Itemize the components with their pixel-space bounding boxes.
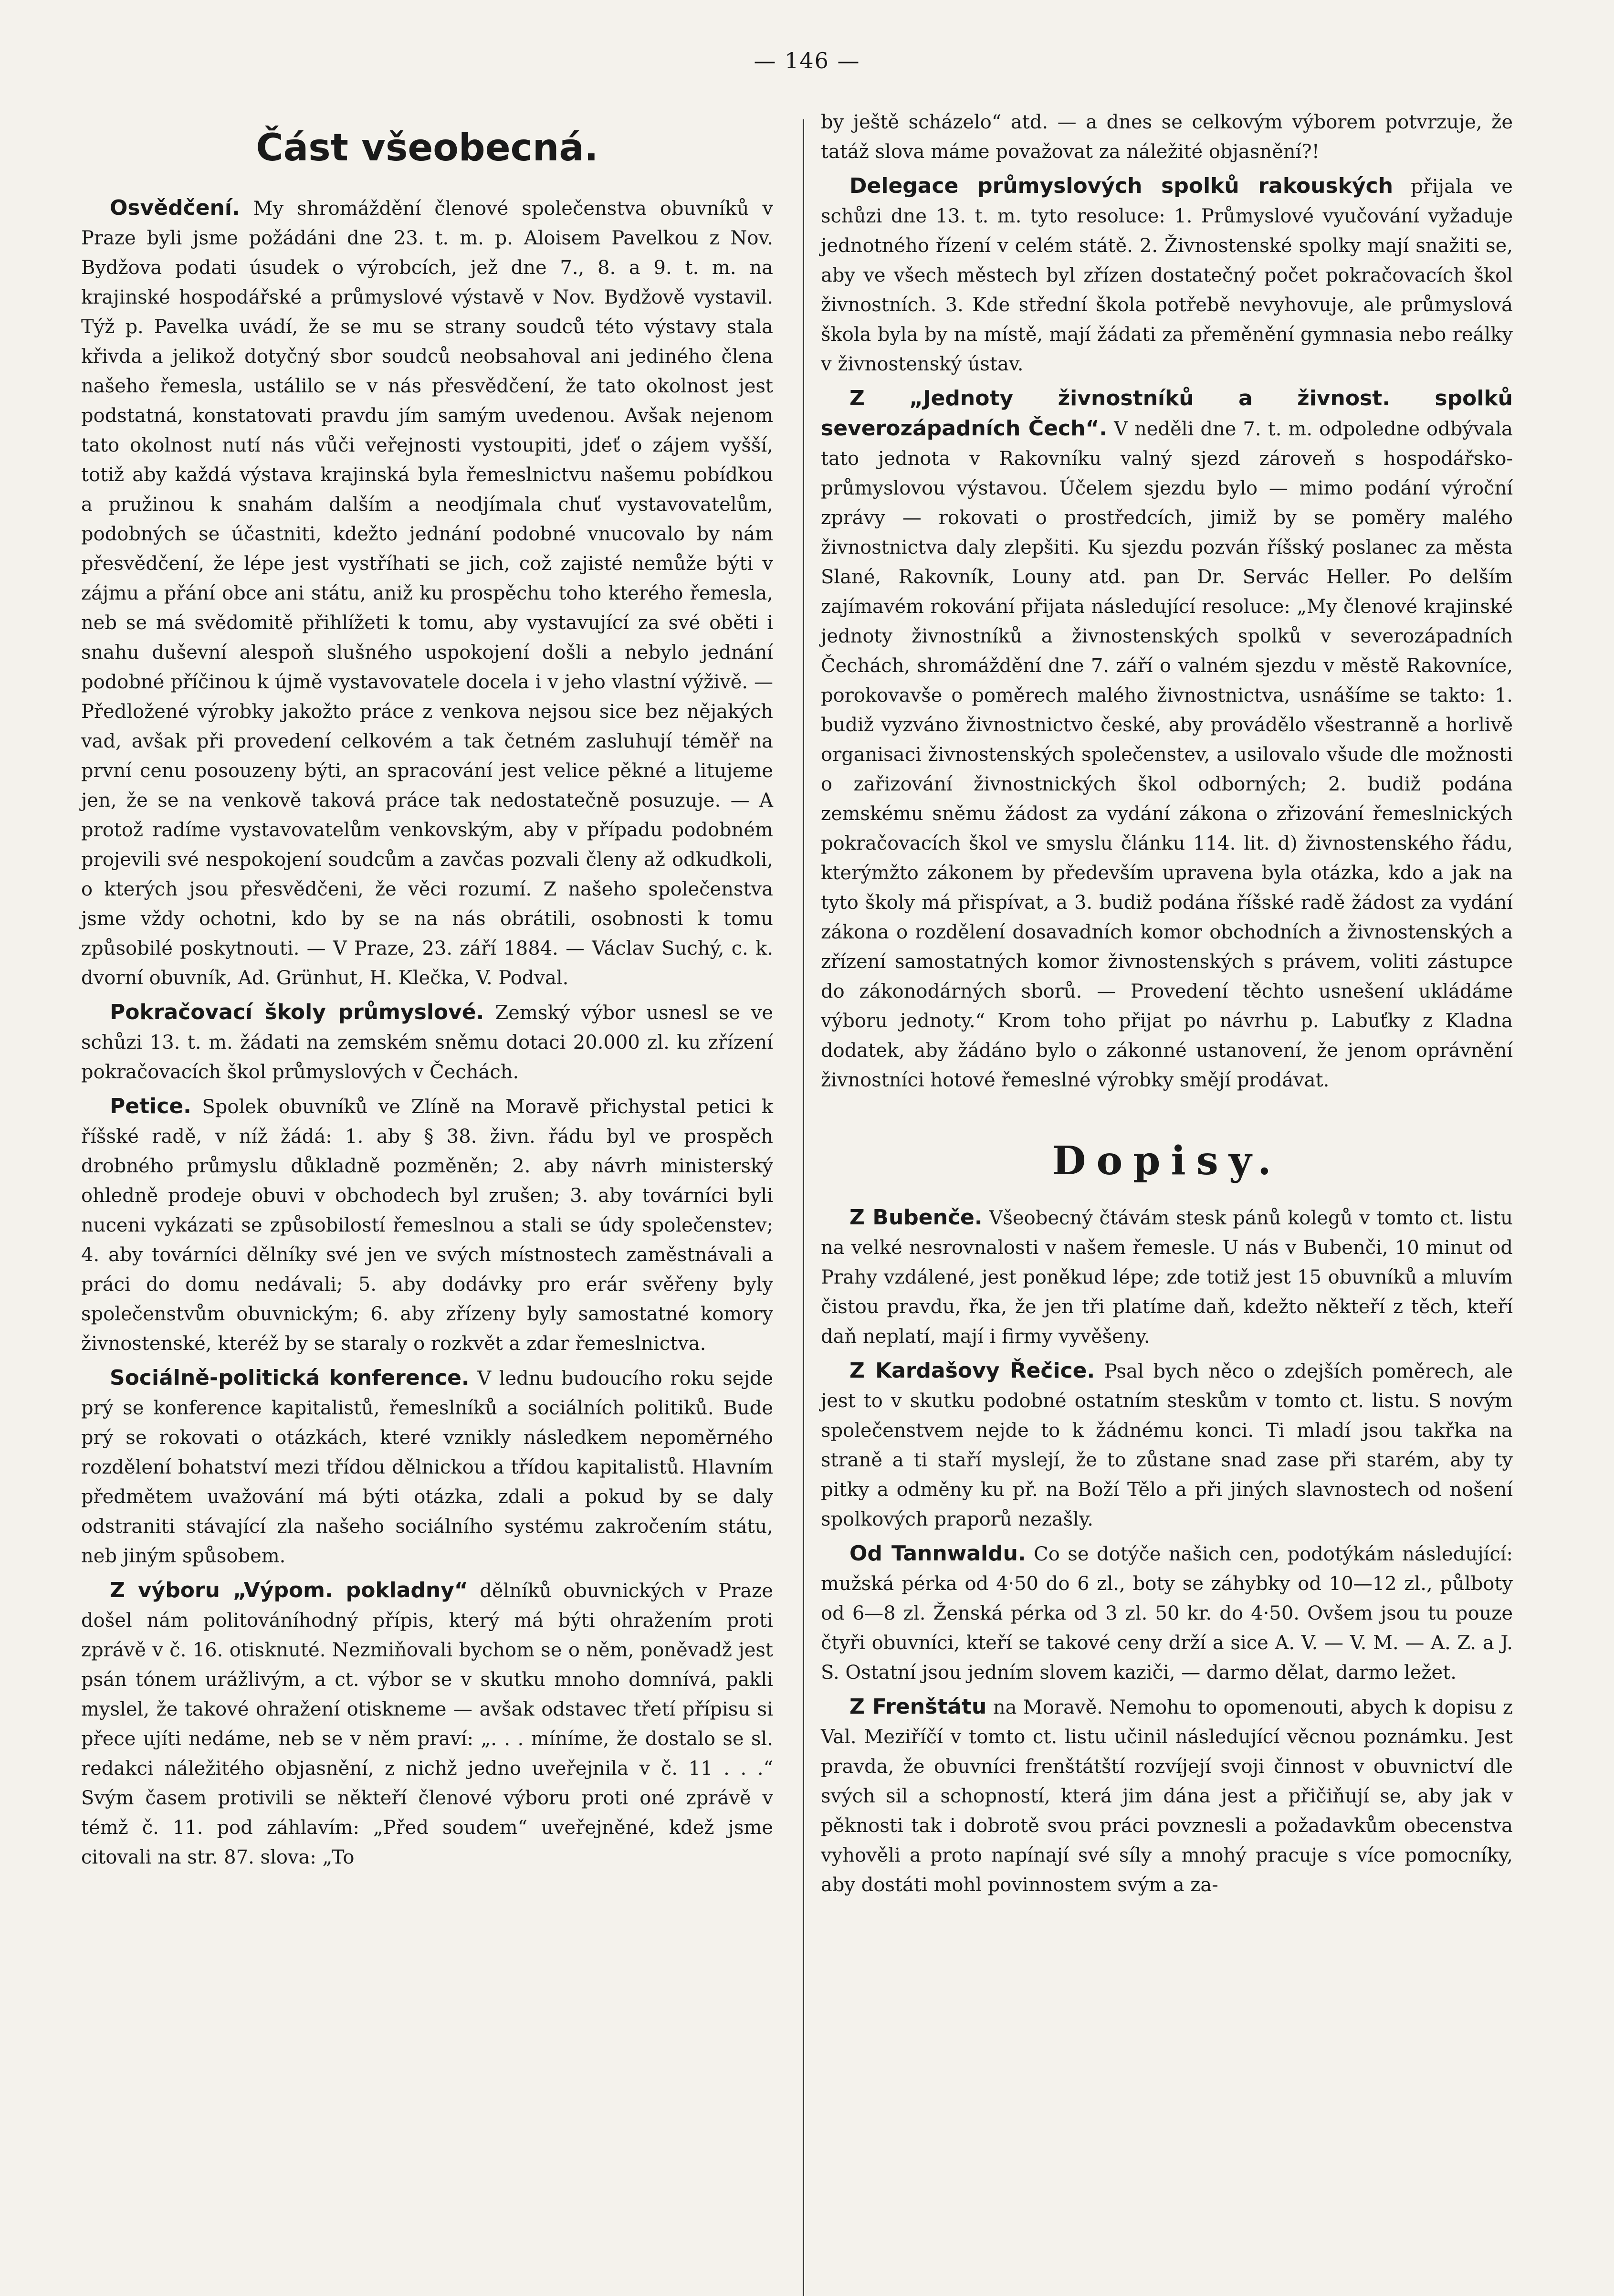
section-title-general: Část všeobecná.	[256, 126, 598, 169]
article-text: V lednu budoucího roku sejde prý se konference kapitalistů, řemeslníků a sociálních politiků. Bude prý se rokovati o otázkách, které vznikly následkem nepoměrného rozdělení bohatství mezi třídou dělnickou a třídou kapitalistů. Hlavním předmětem uvažování má býti otázka, zdali a pokud by se daly odstraniti stávající zla našeho sociálního systému zakročením státu, neb jiným spůsobem.	[81, 1368, 774, 1567]
article-continuation: by ještě scházelo“ atd. — a dnes se celkovým výborem potvrzuje, že tatáž slova máme považovat za náležité objasnění?!	[821, 111, 1513, 163]
right-column	[821, 107, 1513, 1905]
article-vypom-pokladny	[81, 1576, 773, 1872]
article-text: dělníků obuvnických v Praze došel nám politováníhodný přípis, který má býti ohražením proti zprávě v č. 16. otisknuté. Nezmiňovali bychom se o něm, poněvadž jest psán tónem urážlivým, a ct. výbor se v skutku mnoho domnívá, pakli myslel, že takové ohražení otiskneme — avšak odstavec třetí přípisu si přece ujíti nedáme, neb se v něm praví: „. . . míníme, že dostalo se sl. redakci náležitého objasnění, z nichž jedno uveřejnila v č. 11 . . .“ Svým časem protivili se někteří členové výboru proti oné zprávě v témž č. 11. pod záhlavím: „Před soudem“ uveřejněné, kdež jsme citovali na str. 87. slova: „To	[81, 1580, 774, 1868]
article-jednota-zivnostniku	[821, 384, 1513, 1095]
article-delegace	[821, 171, 1513, 379]
letter-text: na Moravě. Nemohu to opomenouti, abych k dopisu z Val. Meziříčí v tomto ct. listu učinil následující věcnou poznámku. Jest pravda, že obuvníci frenštátští rozvíjejí svoji činnost v obuvnictví dle svých sil a schopností, která jim dána jest a přičiňují se, aby jak v pěknosti tak i dobrotě svou práci povznesli a požadavkům obecenstva vyhověli a proto napínají své síly a mnohý pracuje s více pomocníky, aby dostáti mohl povinnostem svým a za-	[821, 1696, 1513, 1896]
letter-bubenc	[821, 1203, 1513, 1351]
article-text: Zemský výbor usnesl se ve schůzi 13. t. m. žádati na zemském sněmu dotaci 20.000 zl. ku zřízení pokračovacích škol průmyslových v Čechách.	[81, 1002, 773, 1083]
letter-heading: Z Kardašovy Řečice.	[849, 1359, 1095, 1383]
article-osvedceni	[81, 193, 773, 993]
letter-heading: Od Tannwaldu.	[849, 1541, 1026, 1566]
article-heading: Delegace průmyslových spolků rakouských	[849, 174, 1394, 198]
article-heading: Z „Jednoty živnostníků a živnost. spolků severozápadních Čech“.	[821, 386, 1513, 441]
article-text: My shromáždění členové společenstva obuvníků v Praze byli jsme požádáni dne 23. t. m. p. Aloisem Pavelkou z Nov. Bydžova podati úsudek o výrobcích, jež dne 7., 8. a 9. t. m. na krajinské hospodářské a průmyslové výstavě v Nov. Bydžově vystavil. Týž p. Pavelka uvádí, že se mu se strany soudců této výstavy stala křivda a jelikož dotyčný sbor soudců neobsahoval ani jediného člena našeho řemesla, ustálilo se v nás přesvědčení, že tato okolnost jest podstatná, konstatovati pravdu jím samým uvedenou. Avšak nejenom tato okolnost nutí nás vůči veřejnosti vystoupiti, jdeť o zájem vyšší, totiž aby každá výstava krajinská byla řemeslnictvu našemu pobídkou a pružinou k snahám dalším a neodjímala chuť vystavovatelům, podobných se účastniti, kdežto jednání podobné vnucovalo by nám přesvědčení, že lépe jest vystříhati se jich, což zajisté nemůže býti v zájmu a přání obce ani státu, aniž ku prospěchu toho kterého řemesla, neb se má svědomitě přihlížeti k tomu, aby vystavující za své oběti i snahu duševní alespoň slušného uspokojení došli a nebylo jednání podobné příčinou k újmě vystavovatele docela i v jeho vlastní výživě. — Předložené výrobky jakožto práce z venkova nejsou sice bez nějakých vad, avšak při provedení celkovém a tak četném zasluhují téměř na první cenu posouzeny býti, an spracování jest velice pěkné a litujeme jen, že se na venkově taková práce tak nedostatečně posuzuje. — A protož radíme vystavovatelům venkovským, aby v případu podobném projevili své nespokojení soudcům a zavčas pozvali členy až odkudkoli, o kterých jsou přesvědčeni, že věci rozumí. Z našeho společenstva jsme vždy ochotni, kdo by se na nás obrátili, osobnosti k tomu způsobilé poskytnouti. — V Praze, 23. září 1884. — Václav Suchý, c. k. dvorní obuvník, Ad. Grünhut, H. Klečka, V. Podval.	[81, 198, 774, 989]
article-heading: Pokračovací školy průmyslové.	[110, 1000, 484, 1024]
letter-text: Co se dotýče našich cen, podotýkám následující: mužská pérka od 4·50 do 6 zl., boty se záhybky od 10—12 zl., půlboty od 6—8 zl. Ženská pérka od 3 zl. 50 kr. do 4·50. Ovšem jsou tu pouze čtyři obuvníci, kteří se takové ceny drží a sice A. V. — V. M. — A. Z. a J. S. Ostatní jsou jedním slovem kaziči, — darmo dělat, darmo ležet.	[821, 1543, 1513, 1684]
column-divider	[803, 119, 804, 2296]
article-petice	[81, 1092, 773, 1359]
section-title-dopisy: Dopisy.	[1052, 1138, 1282, 1184]
article-socialne-politicka	[81, 1363, 773, 1571]
article-heading: Osvědčení.	[110, 196, 240, 220]
letter-text: Všeobecný čtávám stesk pánů kolegů v tomto ct. listu na velké nesrovnalosti v našem řemesle. U nás v Bubenči, 10 minut od Prahy vzdálené, jest poněkud lépe; zde totiž jest 15 obuvníků a mluvím čistou pravdu, řka, že jen tři platíme daň, kdežto někteří z těch, kteří daň neplatí, mají i firmy vyvěšeny.	[821, 1207, 1513, 1348]
left-column	[81, 107, 773, 1877]
article-pokracovaci-skoly	[81, 998, 773, 1087]
letter-kardasova-recice	[821, 1356, 1513, 1534]
article-heading: Z výboru „Výpom. pokladny“	[110, 1578, 468, 1602]
letter-tannwald	[821, 1539, 1513, 1687]
article-heading: Petice.	[110, 1094, 191, 1118]
letter-text: Psal bych něco o zdejších poměrech, ale jest to v skutku podobné ostatním steskům v tomto ct. listu. S novým společenstvem nejde to k žádnému konci. Ti mladí jsou takřka na straně a ti staří myslejí, že to zůstane snad zase při starém, aby ty pitky a odměny ku př. na Boží Tělo a při jiných slavnostech od nošení spolkových praporů nezašly.	[821, 1360, 1513, 1530]
letter-heading: Z Bubenče.	[849, 1205, 983, 1230]
letter-frenstat	[821, 1692, 1513, 1900]
article-text: přijala ve schůzi dne 13. t. m. tyto resoluce: 1. Průmyslové vyučování vyžaduje jednotného řízení v celém státě. 2. Živnostenské spolky mají snažiti se, aby ve všech městech byl zřízen dostatečný počet pokračovacích škol živnostních. 3. Kde střední škola potřebě nevyhovuje, ale průmyslová škola byla by na místě, mají žádati za přeměnění gymnasia nebo reálky v živnostenský ústav.	[821, 176, 1513, 375]
page-number: — 146 —	[754, 48, 860, 74]
letter-heading: Z Frenštátu	[849, 1695, 987, 1719]
article-text: V neděli dne 7. t. m. odpoledne odbývala tato jednota v Rakovníku valný sjezd zároveň s hospodářsko-průmyslovou výstavou. Účelem sjezdu bylo — mimo podání výroční zprávy — rokovati o prostředcích, jimiž by se poměry malého živnostnictva daly zlepšiti. Ku sjezdu pozván říšský poslanec za města Slané, Rakovník, Louny atd. pan Dr. Servác Heller. Po delším zajímavém rokování přijata následující resoluce: „My členové krajinské jednoty živnostníků a živnostenských spolků v severozápadních Čechách, shromáždění dne 7. září o valném sjezdu v městě Rakovníce, porokovavše o poměrech malého živnostnictva, usnášíme se takto: 1. budiž vyzváno živnostnictvo české, aby provádělo všestranně a horlivě organisaci živnostenských společenstev, a usilovalo všude dle možnosti o zařizování živnostnických škol odborných; 2. budiž podána zemskému sněmu žádost za vydání zákona o zřizování řemeslnických pokračovacích škol ve smyslu článku 114. lit. d) živnostenského řádu, kterýmžto zákonem by především upravena byla otázka, kdo a jak na tyto školy má přispívat, a 3. budiž podána říšské radě žádost za vydání zákona o rozdělení dosavadních komor obchodních a živnostenských a zřízení samostatných komor živnostenských s právem, voliti zástupce do zákonodárných sborů. — Provedení těchto usnešení ukládáme výboru jednoty.“ Krom toho přijat po návrhu p. Labuťky z Kladna dodatek, aby žádáno bylo o zákonné ustanovení, že jenom oprávnění živnostníci hotové řemeslné výrobky smějí prodávat.	[821, 418, 1513, 1091]
article-heading: Sociálně-politická konference.	[110, 1366, 470, 1390]
article-text: Spolek obuvníků ve Zlíně na Moravě přichystal petici k říšské radě, v níž žádá: 1. aby § 38. živn. řádu byl ve prospěch drobného průmyslu důkladně pozměněn; 2. aby návrh ministerský ohledně prodeje obuvi v obchodech byl zrušen; 3. aby továrníci byli nuceni vykázati se způsobilostí řemeslnou a stali se údy společenstev; 4. aby továrníci dělníky své jen ve svých místnostech zaměstnávali a práci do domu nedávali; 5. aby dodávky pro erár svěřeny byly společenstvům obuvnickým; 6. aby zřízeny byly samostatné komory živnostenské, kteréž by se staraly o rozkvět a zdar řemeslnictva.	[81, 1096, 774, 1355]
